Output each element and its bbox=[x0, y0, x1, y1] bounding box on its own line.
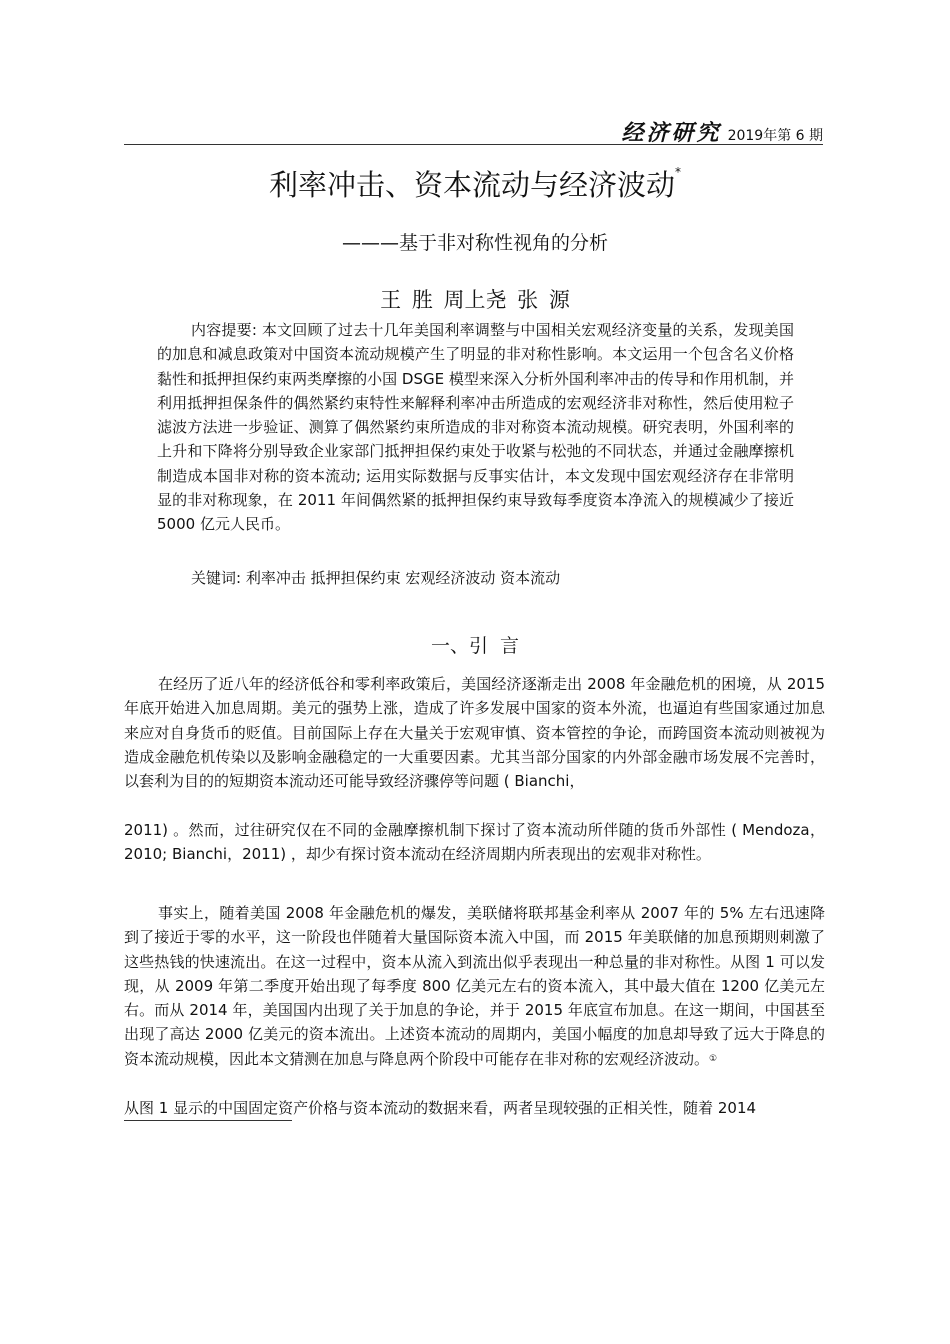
running-header bbox=[124, 112, 823, 145]
footnote-rule bbox=[124, 1120, 292, 1121]
abstract-text: 内容提要: 本文回顾了过去十几年美国利率调整与中国相关宏观经济变量的关系，发现美国的加息和减息政策对中国资本流动规模产生了明显的非对称性影响。本文运用一个包含名义价格黏性和抵押担保约束两类摩擦的小国 DSGE 模型来深入分析外国利率冲击的传导和作用机制，并利用抵押担保条件的偶然紧约束特性来解释利率冲击所造成的宏观经济非对称性，然后使用粒子滤波方法进一步验证、测算了偶然紧约束所造成的非对称资本流动规模。研究表明，外国利率的上升和下降将分别导致企业家部门抵押担保约束处于收紧与松弛的不同状态，并通过金融摩擦机制造成本国非对称的资本流动; 运用实际数据与反事实估计，本文发现中国宏观经济存在非常明显的非对称现象，在 2011 年间偶然紧的抵押担保约束导致每季度资本净流入的规模减少了接近 5000 亿元人民币。 bbox=[157, 321, 794, 534]
paragraph-1 bbox=[124, 672, 825, 793]
paragraph-1-text: 在经历了近八年的经济低谷和零利率政策后，美国经济逐渐走出 2008 年金融危机的困境，从 2015 年底开始进入加息周期。美元的强势上涨，造成了许多发展中国家的资本外流，也逼迫有些国家通过加息来应对自身货币的贬值。目前国际上存在大量关于宏观审慎、资本管控的争论，而跨国资本流动则被视为造成金融危机传染以及影响金融稳定的一大重要因素。尤其当部分国家的内外部金融市场发展不完善时，以套利为目的的短期资本流动还可能导致经济骤停等问题 ( Bianchi， bbox=[124, 675, 825, 791]
paragraph-3 bbox=[124, 901, 825, 1071]
paper-title bbox=[0, 163, 950, 204]
paragraph-4 bbox=[124, 1096, 825, 1120]
journal-issue: 2019年第 6 期 bbox=[727, 128, 823, 144]
keywords: 关键词: 利率冲击 抵押担保约束 宏观经济波动 资本流动 bbox=[191, 569, 561, 587]
title-footnote-mark: * bbox=[675, 165, 681, 179]
paragraph-3-body bbox=[124, 901, 825, 1071]
journal-info bbox=[622, 116, 823, 147]
footnote-mark: ① bbox=[709, 1053, 718, 1064]
journal-name: 经济研究 bbox=[621, 120, 722, 146]
paragraph-4-text: 从图 1 显示的中国固定资产价格与资本流动的数据来看，两者呈现较强的正相关性，随着 2014 bbox=[124, 1099, 757, 1117]
paper-subtitle: ———基于非对称性视角的分析 bbox=[341, 232, 608, 254]
paper-title-text: 利率冲击、资本流动与经济波动 bbox=[268, 168, 675, 202]
paragraph-2 bbox=[124, 818, 825, 867]
abstract bbox=[157, 318, 794, 537]
section-heading: 一、引 言 bbox=[430, 635, 520, 657]
authors: 王 胜 周上尧 张 源 bbox=[380, 288, 570, 312]
paragraph-2-text: 2011) 。然而，过往研究仅在不同的金融摩擦机制下探讨了资本流动所伴随的货币外部性 ( Mendoza，2010; Bianchi，2011) ，却少有探讨资本流动在经济周期内所表现出的宏观非对称性。 bbox=[124, 821, 825, 864]
paragraph-3-text: 事实上，随着美国 2008 年金融危机的爆发，美联储将联邦基金利率从 2007 年的 5% 左右迅速降到了接近于零的水平，这一阶段也伴随着大量国际资本流入中国，而 2015 年美联储的加息预期则刺激了这些热钱的快速流出。在这一过程中，资本从流入到流出似乎表现出一种总量的非对称性。从图 1 可以发现，从 2009 年第二季度开始出现了每季度 800 亿美元左右的资本流入，其中最大值在 1200 亿美元左右。而从 2014 年，美国国内出现了关于加息的争论，并于 2015 年底宣布加息。在这一期间，中国甚至出现了高达 2000 亿美元的资本流出。上述资本流动的周期内，美国小幅度的加息却导致了远大于降息的资本流动规模，因此本文猜测在加息与降息两个阶段中可能存在非对称的宏观经济波动。 bbox=[124, 904, 825, 1068]
